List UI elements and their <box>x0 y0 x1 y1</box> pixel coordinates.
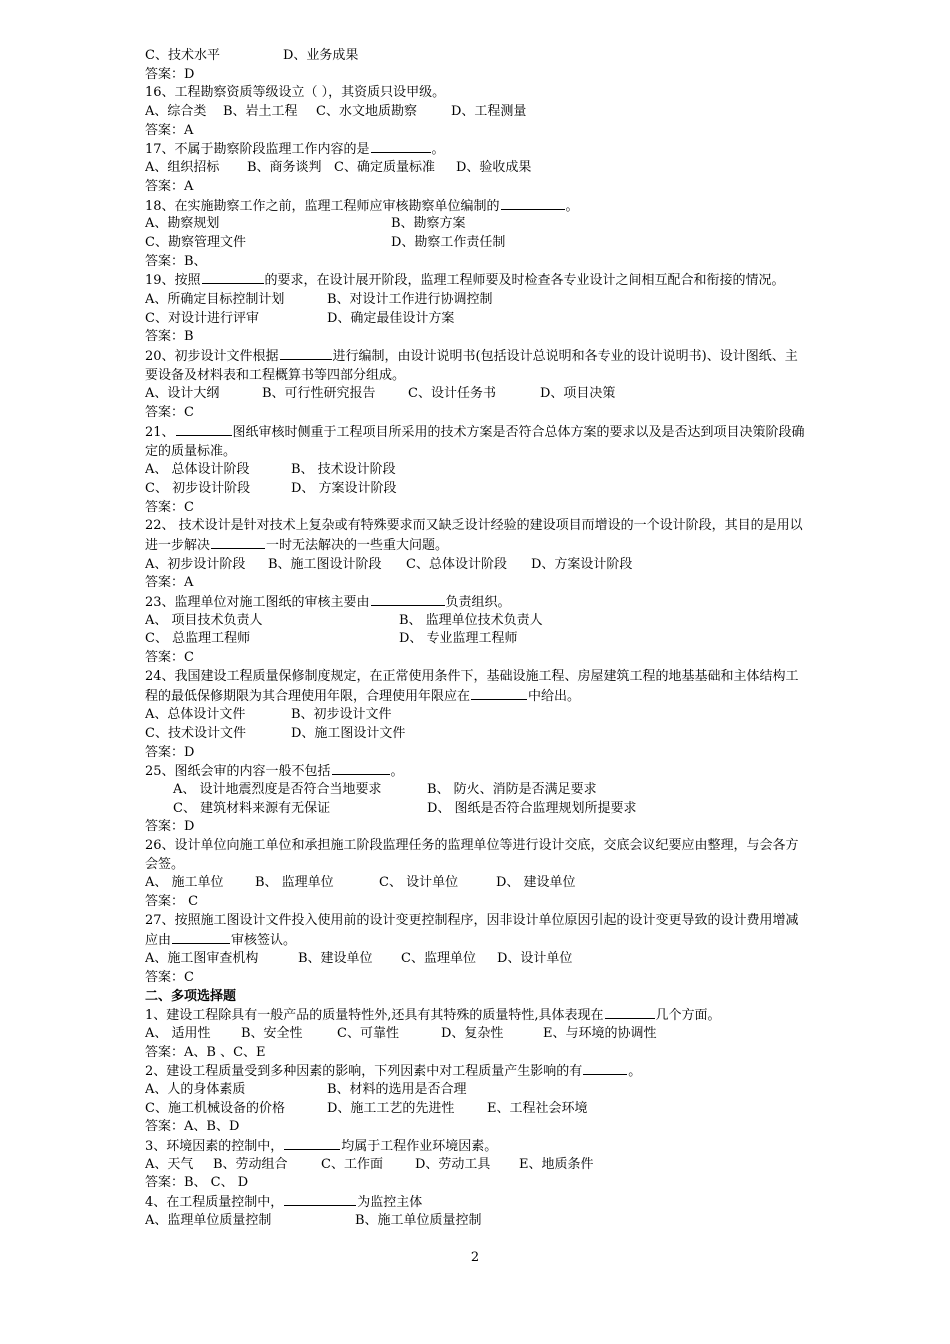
option-text: B、 防火、消防是否满足要求 <box>427 781 597 797</box>
option-text: D、劳动工具 <box>415 1156 491 1172</box>
question-text: 负责组织。 <box>445 595 511 611</box>
question-line <box>145 84 810 103</box>
line-text: 答案：C <box>145 499 194 515</box>
answer-line <box>145 574 810 593</box>
option-text: C、 初步设计阶段 <box>145 480 251 496</box>
question-text: 3、环境因素的控制中， <box>145 1139 284 1155</box>
options-line <box>145 556 810 575</box>
section-heading <box>145 988 810 1007</box>
option-text: D、设计单位 <box>497 951 573 967</box>
question-line <box>145 593 810 612</box>
answer-line <box>145 744 810 763</box>
question-text: 中给出。 <box>528 688 581 704</box>
option-text: A、所确定目标控制计划 <box>145 291 285 307</box>
options-line <box>145 1212 810 1231</box>
option-text: B、安全性 <box>241 1025 303 1041</box>
fill-in-blank <box>280 347 332 360</box>
option-text: B、 监理单位 <box>255 875 334 891</box>
options-line <box>145 725 810 744</box>
option-text: D、确定最佳设计方案 <box>327 310 455 326</box>
option-text: E、工程社会环境 <box>487 1100 588 1116</box>
option-text: D、 方案设计阶段 <box>291 480 397 496</box>
option-text: A、天气 <box>145 1156 194 1172</box>
line-text: 答案：A <box>145 122 194 138</box>
option-text: A、 适用性 <box>145 1025 211 1041</box>
fill-in-blank <box>332 762 390 775</box>
question-text: 18、在实施勘察工作之前，监理工程师应审核勘察单位编制的 <box>145 198 500 214</box>
options-line <box>145 480 810 499</box>
option-text: B、施工图设计阶段 <box>268 556 382 572</box>
option-text: A、组织招标 <box>145 160 220 176</box>
options-line <box>145 781 810 800</box>
fill-in-blank <box>471 687 527 700</box>
options-line <box>145 800 810 819</box>
line-text: 答案：B、 <box>145 253 207 269</box>
answer-line <box>145 818 810 837</box>
question-text: 24、我国建设工程质量保修制度规定，在正常使用条件下，基础设施工程、房屋建筑工程的地基基础和主体结构工程的最低保修期限为其合理使用年限，合理使用年限应在 <box>145 668 799 704</box>
option-text: C、总体设计阶段 <box>406 556 507 572</box>
question-text: 23、监理单位对施工图纸的审核主要由 <box>145 595 370 611</box>
line-text: 答案：A、B、D <box>145 1119 240 1135</box>
question-text: 为监控主体 <box>357 1195 423 1211</box>
option-text: A、施工图审查机构 <box>145 951 259 967</box>
option-text: B、建设单位 <box>298 951 373 967</box>
answer-line <box>145 1118 810 1137</box>
option-text: D、业务成果 <box>283 48 359 63</box>
answer-line <box>145 499 810 518</box>
answer-line <box>145 969 810 988</box>
option-text: C、监理单位 <box>401 951 476 967</box>
options-line <box>145 310 810 329</box>
question-text: 22、 技术设计是针对技术上复杂或有特殊要求而又缺乏设计经验的建设项目而增设的一个设计阶段，其目的是用以进一步解决 <box>145 518 803 553</box>
option-text: C、技术设计文件 <box>145 725 246 741</box>
option-text: D、项目决策 <box>540 386 616 402</box>
option-text: D、 图纸是否符合监理规划所提要求 <box>427 800 637 816</box>
answer-line <box>145 122 810 141</box>
option-text: A、总体设计文件 <box>145 707 246 723</box>
option-text: D、施工工艺的先进性 <box>327 1100 455 1116</box>
option-text: A、综合类 <box>145 104 207 120</box>
option-text: C、 建筑材料来源有无保证 <box>173 800 331 816</box>
question-line <box>145 668 810 706</box>
option-text: B、可行性研究报告 <box>262 386 376 402</box>
option-text: C、勘察管理文件 <box>145 234 246 250</box>
question-text: 2、建设工程质量受到多种因素的影响，下列因素中对工程质量产生影响的有 <box>145 1064 583 1080</box>
option-text: D、复杂性 <box>441 1025 504 1041</box>
section-heading-text: 二、多项选择题 <box>145 988 237 1004</box>
fill-in-blank <box>371 140 431 153</box>
option-text: D、勘察工作责任制 <box>391 234 506 250</box>
answer-line <box>145 1044 810 1063</box>
option-text: C、施工机械设备的价格 <box>145 1100 285 1116</box>
question-line <box>145 517 810 555</box>
option-text: A、 施工单位 <box>145 875 224 891</box>
fill-in-blank <box>172 931 230 944</box>
fill-in-blank <box>284 1137 340 1150</box>
question-text: 17、不属于勘察阶段监理工作内容的是 <box>145 142 370 158</box>
question-line <box>145 197 810 216</box>
question-line <box>145 423 810 461</box>
answer-line <box>145 649 810 668</box>
question-line <box>145 1193 810 1212</box>
question-text: 均属于工程作业环境因素。 <box>341 1139 498 1155</box>
question-text: 。 <box>390 764 404 780</box>
option-text: B、 监理单位技术负责人 <box>399 612 543 628</box>
option-text: B、初步设计文件 <box>291 707 392 723</box>
line-text: 答案： C <box>145 894 199 910</box>
fill-in-blank <box>501 197 565 210</box>
question-line <box>145 837 810 874</box>
line-text: 答案：D <box>145 66 195 82</box>
answer-line <box>145 328 810 347</box>
answer-line <box>145 1174 810 1193</box>
options-line <box>145 1025 810 1044</box>
fill-in-blank <box>202 271 264 284</box>
question-text: 26、设计单位向施工单位和承担施工阶段监理任务的监理单位等进行设计交底，交底会议纪要应由整理，与会各方会签。 <box>145 838 799 872</box>
line-text: 答案：B、 C、 D <box>145 1175 249 1191</box>
question-text: 4、在工程质量控制中， <box>145 1195 284 1211</box>
option-text: B、对设计工作进行协调控制 <box>327 291 493 307</box>
options-line <box>145 215 810 234</box>
question-text: 25、图纸会审的内容一般不包括 <box>145 764 331 780</box>
option-text: D、施工图设计文件 <box>291 725 406 741</box>
question-text: 图纸审核时侧重于工程项目所采用的技术方案是否符合总体方案的要求以及是否达到项目决策阶段确定的质量标准。 <box>145 424 805 459</box>
answer-line <box>145 178 810 197</box>
line-text: 答案：C <box>145 650 194 666</box>
question-line <box>145 271 810 291</box>
question-text: 27、按照施工图设计文件投入使用前的设计变更控制程序，因非设计单位原因引起的设计变更导致的设计费用增减应由 <box>145 912 799 948</box>
option-text: C、可靠性 <box>337 1025 399 1041</box>
option-text: A、 项目技术负责人 <box>145 612 263 628</box>
question-text: 审核签认。 <box>231 932 297 948</box>
option-text: A、勘察规划 <box>145 216 220 232</box>
option-text: B、岩土工程 <box>223 104 298 120</box>
question-text: 19、按照 <box>145 273 201 289</box>
options-line <box>145 630 810 649</box>
options-line <box>145 103 810 122</box>
question-text: 的要求，在设计展开阶段，监理工程师要及时检查各专业设计之间相互配合和衔接的情况。 <box>264 273 785 289</box>
line-text: 答案：C <box>145 969 194 985</box>
options-line <box>145 1100 810 1119</box>
question-text: 16、工程勘察资质等级设立（ ），其资质只设甲级。 <box>145 85 446 101</box>
question-line <box>145 347 810 385</box>
option-text: C、对设计进行评审 <box>145 310 259 326</box>
line-text: 答案：A <box>145 178 194 194</box>
line-text: 答案：D <box>145 819 195 835</box>
question-text: 进行编制，由设计说明书(包括设计总说明和各专业的设计说明书)、设计图纸、主要设备及材料表和工程概算书等四部分组成。 <box>145 349 798 383</box>
question-line <box>145 1006 810 1025</box>
option-text: D、方案设计阶段 <box>531 556 633 572</box>
fill-in-blank <box>605 1006 655 1019</box>
fill-in-blank <box>284 1193 356 1206</box>
option-text: C、设计任务书 <box>408 386 496 402</box>
options-line <box>145 706 810 725</box>
option-text: C、确定质量标准 <box>334 160 435 176</box>
option-text: A、监理单位质量控制 <box>145 1212 272 1228</box>
option-text: A、人的身体素质 <box>145 1082 246 1098</box>
question-list <box>145 47 810 1231</box>
options-line <box>145 159 810 178</box>
option-text: C、技术水平 <box>145 48 220 63</box>
answer-line <box>145 404 810 423</box>
question-text: 21、 <box>145 424 175 440</box>
options-line <box>145 1081 810 1100</box>
option-text: B、劳动组合 <box>213 1156 288 1172</box>
line-text: 答案：D <box>145 744 195 760</box>
answer-line <box>145 66 810 85</box>
options-line <box>145 1156 810 1175</box>
question-text: 几个方面。 <box>655 1008 721 1024</box>
option-text: B、 技术设计阶段 <box>291 462 396 478</box>
line-text: 答案：B <box>145 329 194 345</box>
options-line <box>145 234 810 253</box>
option-text: A、设计大纲 <box>145 386 220 402</box>
question-line <box>145 1137 810 1156</box>
option-text: C、 总监理工程师 <box>145 631 251 647</box>
options-line <box>145 47 810 66</box>
options-line <box>145 612 810 631</box>
options-line <box>145 461 810 480</box>
option-text: A、 设计地震烈度是否符合当地要求 <box>173 781 382 797</box>
question-text: 。 <box>431 142 445 158</box>
fill-in-blank <box>371 593 445 606</box>
question-line <box>145 762 810 781</box>
question-line <box>145 912 810 950</box>
question-text: 。 <box>565 198 579 214</box>
option-text: C、水文地质勘察 <box>316 104 417 120</box>
option-text: A、 总体设计阶段 <box>145 462 250 478</box>
options-line <box>145 874 810 893</box>
question-line <box>145 140 810 159</box>
option-text: B、勘察方案 <box>391 216 466 232</box>
option-text: D、验收成果 <box>456 160 532 176</box>
option-text: B、施工单位质量控制 <box>355 1212 482 1228</box>
option-text: E、与环境的协调性 <box>543 1025 657 1041</box>
question-text: 1、建设工程除具有一般产品的质量特性外,还具有其特殊的质量特性,具体表现在 <box>145 1008 604 1024</box>
page-number: 2 <box>470 1250 480 1265</box>
line-text: 答案：A、B 、C、E <box>145 1044 266 1060</box>
answer-line <box>145 253 810 272</box>
option-text: C、 设计单位 <box>379 875 459 891</box>
options-line <box>145 291 810 310</box>
option-text: D、 专业监理工程师 <box>399 631 518 647</box>
fill-in-blank <box>176 423 232 436</box>
option-text: D、工程测量 <box>451 104 527 120</box>
line-text: 答案：C <box>145 405 194 421</box>
question-text: 一时无法解决的一些重大问题。 <box>266 537 449 553</box>
option-text: A、初步设计阶段 <box>145 556 246 572</box>
line-text: 答案：A <box>145 575 194 591</box>
question-line <box>145 1062 810 1081</box>
question-text: 20、初步设计文件根据 <box>145 349 279 365</box>
option-text: D、 建设单位 <box>496 875 576 891</box>
fill-in-blank <box>211 536 265 549</box>
fill-in-blank <box>583 1062 627 1075</box>
question-text: 。 <box>628 1064 642 1080</box>
option-text: B、商务谈判 <box>247 160 322 176</box>
option-text: E、地质条件 <box>519 1156 594 1172</box>
option-text: B、材料的选用是否合理 <box>327 1082 467 1098</box>
options-line <box>145 385 810 404</box>
options-line <box>145 950 810 969</box>
answer-line <box>145 893 810 912</box>
option-text: C、工作面 <box>321 1156 383 1172</box>
